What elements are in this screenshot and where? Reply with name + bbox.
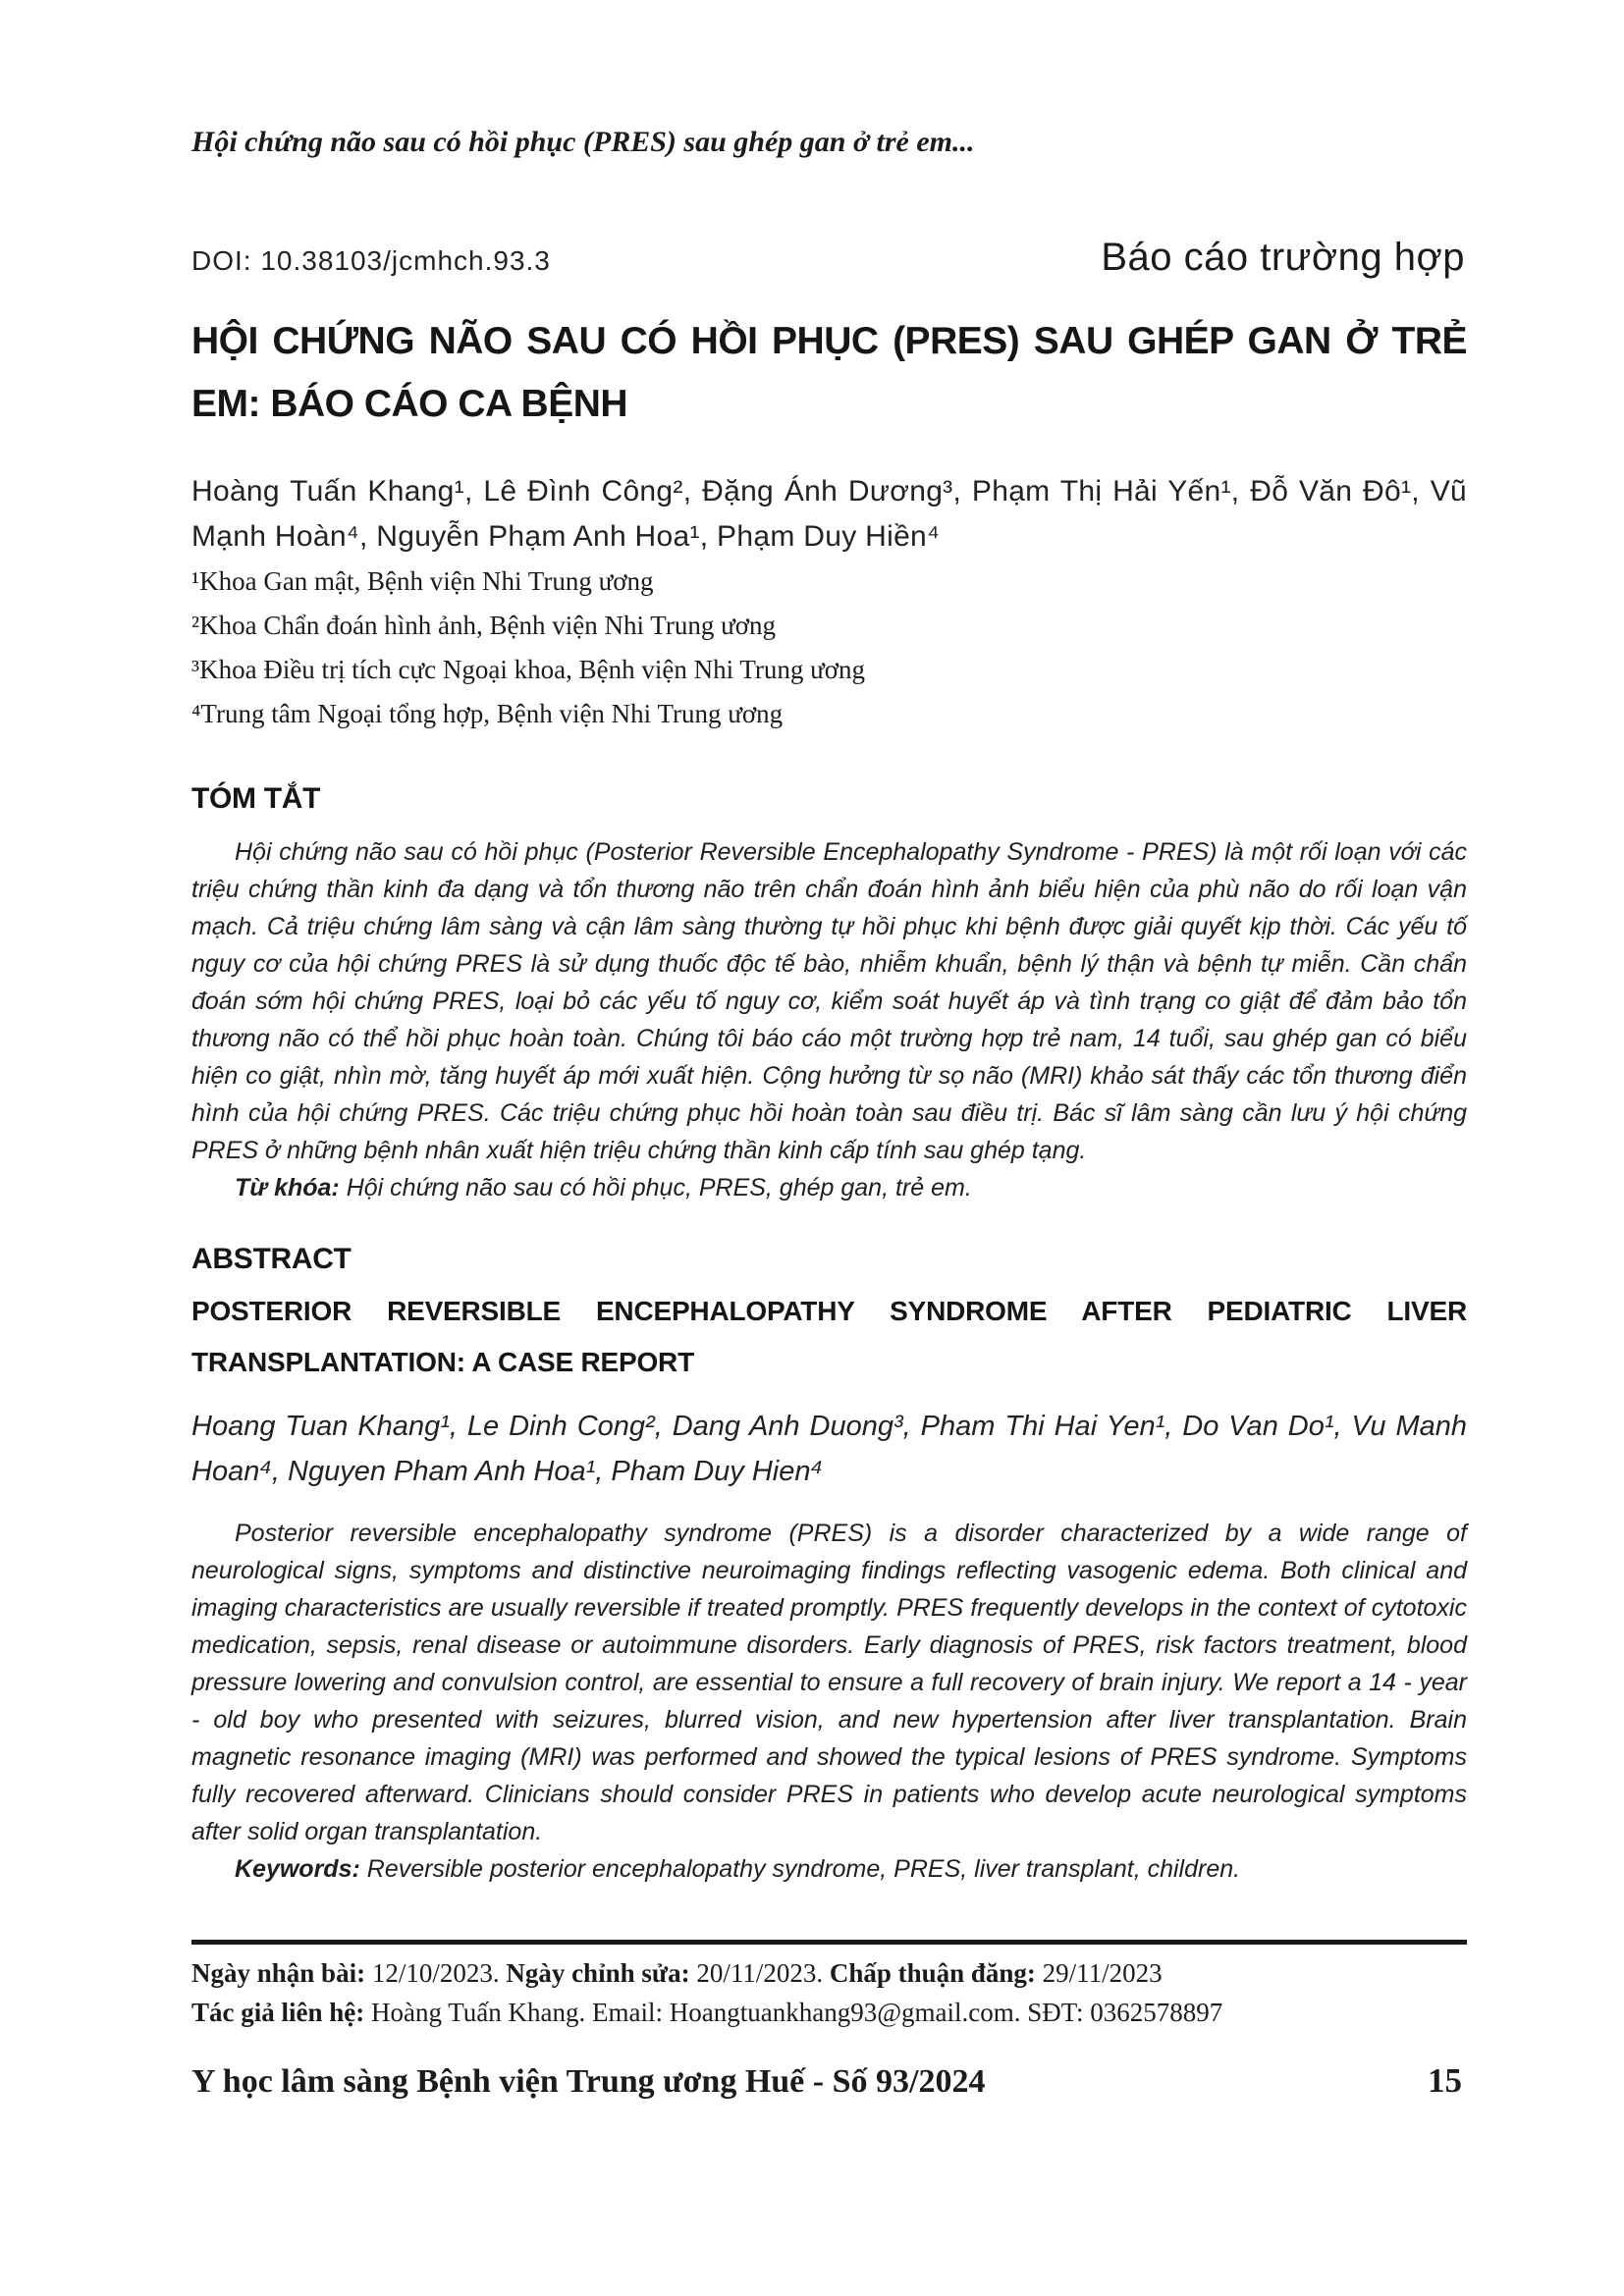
keywords-en-text: Reversible posterior encephalopathy syndrome, PRES, liver transplant, children. [366,1855,1241,1883]
doi-text: DOI: 10.38103/jcmhch.93.3 [191,245,551,276]
affiliation-4: ⁴Trung tâm Ngoại tổng hợp, Bệnh viện Nhi Trung ương [191,699,784,728]
title-vi-line-2: EM: BÁO CÁO CA BỆNH [191,383,628,425]
received-date: 12/10/2023. [371,1958,500,1988]
accepted-date: 29/11/2023 [1042,1958,1163,1988]
title-en-line-1: POSTERIOR REVERSIBLE ENCEPHALOPATHY SYNDROME AFTER PEDIATRIC LIVER [191,1296,1467,1326]
running-head: Hội chứng não sau có hồi phục (PRES) sau ghép gan ở trẻ em... [191,126,975,158]
meta-row [191,236,1465,280]
title-vi-line-1: HỘI CHỨNG NÃO SAU CÓ HỒI PHỤC (PRES) SAU GHÉP GAN Ở TRẺ [191,320,1467,362]
revised-date: 20/11/2023. [696,1958,824,1988]
page-footer [191,2061,1462,2101]
page-number: 15 [1428,2061,1462,2100]
abstract-en [191,1515,1467,1888]
keywords-vi-line [191,1169,1467,1206]
article-type-label: Báo cáo trường hợp [1101,236,1465,279]
keywords-en-line [191,1850,1467,1888]
abstract-en-body: Posterior reversible encephalopathy syndrome (PRES) is a disorder characterized by a wide range of neurological signs, symptoms and distinctive neuroimaging findings reflecting vasogenic edema. Both clinical and imaging characteristics are usually reversible if treated promptly. PRES frequently develops in the context of cytotoxic medication, sepsis, renal disease or autoimmune disorders. Early diagnosis of PRES, risk factors treatment, blood pressure lowering and convulsion control, are essential to ensure a full recovery of brain injury. We report a 14 - year - old boy who presented with seizures, blurred vision, and new hypertension after liver transplantation. Brain magnetic resonance imaging (MRI) was performed and showed the typical lesions of PRES syndrome. Symptoms fully recovered afterward. Clinicians should consider PRES in patients who develop acute neurological symptoms after solid organ transplantation. [191,1520,1467,1845]
abstract-vi-body: Hội chứng não sau có hồi phục (Posterior Reversible Encephalopathy Syndrome - PRES) là một rối loạn với các triệu chứng thần kinh đa dạng và tổn thương não trên chẩn đoán hình ảnh biểu hiện của phù não do rối loạn vận mạch. Cả triệu chứng lâm sàng và cận lâm sàng thường tự hồi phục khi bệnh được giải quyết kịp thời. Các yếu tố nguy cơ của hội chứng PRES là sử dụng thuốc độc tế bào, nhiễm khuẩn, bệnh lý thận và bệnh tự miễn. Cần chẩn đoán sớm hội chứng PRES, loại bỏ các yếu tố nguy cơ, kiểm soát huyết áp và tình trạng co giật để đảm bảo tổn thương não có thể hồi phục hoàn toàn. Chúng tôi báo cáo một trường hợp trẻ nam, 14 tuổi, sau ghép gan có biểu hiện co giật, nhìn mờ, tăng huyết áp mới xuất hiện. Cộng hưởng từ sọ não (MRI) khảo sát thấy các tổn thương điển hình của hội chứng PRES. Các triệu chứng phục hồi hoàn toàn sau điều trị. Bác sĩ lâm sàng cần lưu ý hội chứng PRES ở những bệnh nhân xuất hiện triệu chứng thần kinh cấp tính sau ghép tạng. [191,838,1467,1164]
article-title-en [191,1286,1467,1388]
affiliation-2: ²Khoa Chẩn đoán hình ảnh, Bệnh viện Nhi Trung ương [191,611,776,640]
revised-label: Ngày chỉnh sửa: [506,1958,690,1988]
keywords-vi-text: Hội chứng não sau có hồi phục, PRES, ghép gan, trẻ em. [346,1174,972,1201]
divider-rule [191,1940,1467,1945]
contact-line [191,1993,1467,2032]
affiliations-list [191,560,1467,736]
authors-vi: Hoàng Tuấn Khang¹, Lê Đình Công², Đặng Ánh Dương³, Phạm Thị Hải Yến¹, Đỗ Văn Đô¹, Vũ Mạnh Hoàn⁴, Nguyễn Phạm Anh Hoa¹, Phạm Duy Hiền⁴ [191,475,1467,553]
accepted-label: Chấp thuận đăng: [829,1958,1036,1988]
abstract-en-heading: ABSTRACT [191,1243,352,1275]
journal-name: Y học lâm sàng Bệnh viện Trung ương Huế - Số 93/2024 [191,2063,986,2100]
affiliation-3: ³Khoa Điều trị tích cực Ngoại khoa, Bệnh viện Nhi Trung ương [191,655,866,684]
keywords-en-label: Keywords: [235,1855,360,1883]
abstract-vi-heading: TÓM TẮT [191,782,321,815]
authors-en: Hoang Tuan Khang¹, Le Dinh Cong², Dang Anh Duong³, Pham Thi Hai Yen¹, Do Van Do¹, Vu Manh Hoan⁴, Nguyen Pham Anh Hoa¹, Pham Duy Hien⁴ [191,1411,1467,1487]
article-title-vi [191,310,1467,436]
affiliation-1: ¹Khoa Gan mật, Bệnh viện Nhi Trung ương [191,566,654,596]
abstract-vi [191,833,1467,1206]
title-en-line-2: TRANSPLANTATION: A CASE REPORT [191,1347,694,1377]
dates-line [191,1953,1467,1993]
received-label: Ngày nhận bài: [191,1958,366,1988]
contact-value: Hoàng Tuấn Khang. Email: Hoangtuankhang93@gmail.com. SĐT: 0362578897 [371,1998,1223,2027]
keywords-vi-label: Từ khóa: [235,1174,340,1201]
contact-label: Tác giả liên hệ: [191,1998,365,2027]
